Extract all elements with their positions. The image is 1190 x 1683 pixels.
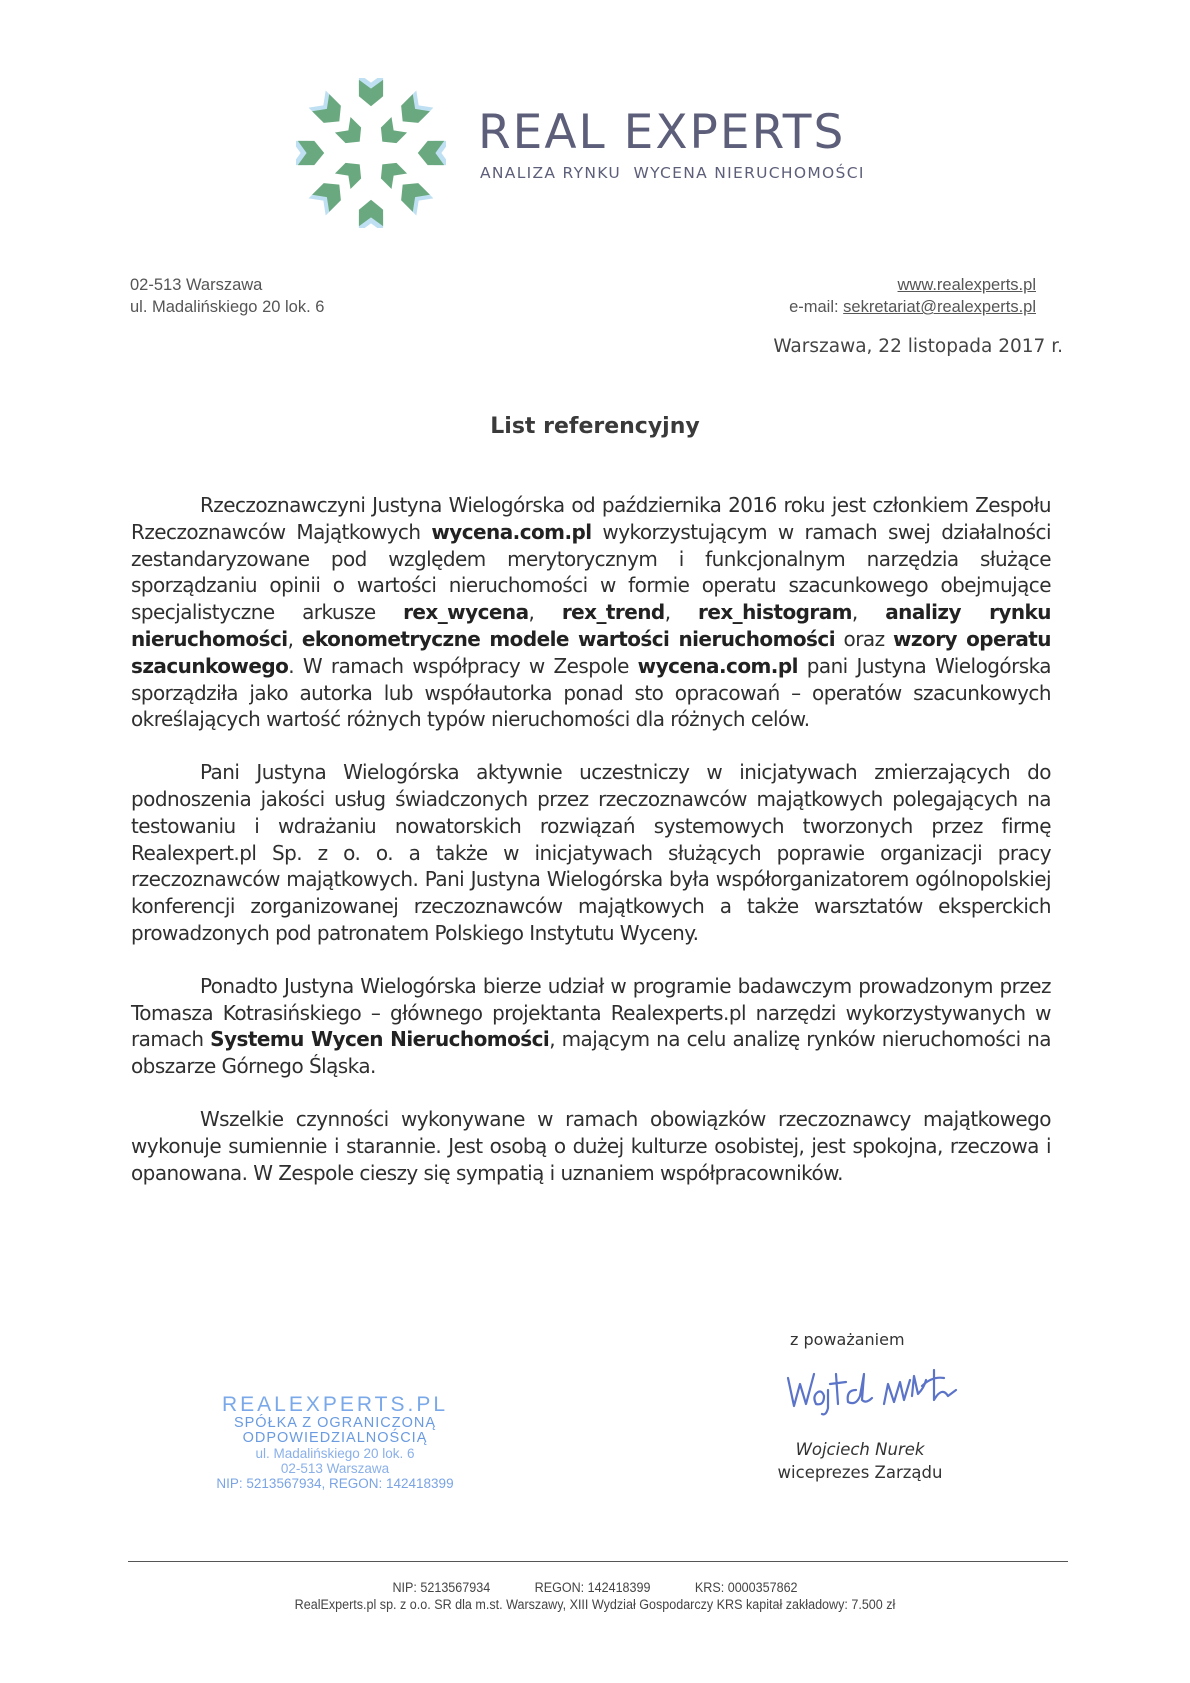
logo-petal bbox=[394, 94, 430, 130]
logo-petal bbox=[335, 117, 368, 150]
footer-registration-ids bbox=[42, 1580, 1149, 1595]
emphasized-term: rex_wycena bbox=[403, 600, 529, 625]
emphasized-term: Systemu Wycen Nieruchomości bbox=[210, 1027, 550, 1052]
letter-body bbox=[131, 492, 1051, 1212]
footer-nip: NIP: 5213567934 bbox=[392, 1580, 491, 1595]
company-stamp bbox=[180, 1394, 490, 1491]
letter-date: Warszawa, 22 listopada 2017 r. bbox=[773, 336, 1063, 357]
footer-legal-info: RealExperts.pl sp. z o.o. SR dla m.st. Warszawy, XIII Wydział Gospodarczy KRS kapitał zakładowy: 7.500 zł bbox=[294, 1597, 896, 1612]
body-paragraph: Ponadto Justyna Wielogórska bierze udział w programie badawczym prowadzonym przez Tomasza Kotrasińskiego – głównego projektanta Realexperts.pl narzędzi wykorzystywanych w ramach Systemu Wycen Nieruchomości, mającym na celu analizę rynków nieruchomości na obszarze Górnego Śląska. bbox=[131, 973, 1051, 1079]
stamp-company-name: REALEXPERTS.PL bbox=[221, 1393, 449, 1416]
signer-role: wiceprezes Zarządu bbox=[777, 1463, 943, 1482]
logo-petal bbox=[312, 94, 348, 130]
address-line-2: ul. Madalińskiego 20 lok. 6 bbox=[130, 298, 325, 316]
company-contact bbox=[789, 274, 1036, 318]
signer-name: Wojciech Nurek bbox=[795, 1440, 925, 1459]
footer-divider bbox=[128, 1561, 1068, 1562]
logo-petal bbox=[375, 117, 408, 150]
stamp-ids: NIP: 5213567934, REGON: 142418399 bbox=[216, 1476, 454, 1491]
emphasized-term: wycena.com.pl bbox=[637, 653, 798, 678]
website-link[interactable]: www.realexperts.pl bbox=[897, 276, 1036, 294]
brand-tagline: ANALIZA RYNKU WYCENA NIERUCHOMOŚCI bbox=[480, 164, 865, 182]
real-experts-logo-icon bbox=[296, 78, 446, 228]
body-paragraph: Wszelkie czynności wykonywane w ramach obowiązków rzeczoznawcy majątkowego wykonuje sumiennie i starannie. Jest osobą o dużej kulturze osobistej, jest spokojna, rzeczowa i opanowana. W Zespole cieszy się sympatią i uznaniem współpracowników. bbox=[131, 1106, 1051, 1185]
emphasized-term: wycena.com.pl bbox=[431, 519, 592, 544]
emphasized-term: wzory operatu szacunkowego bbox=[131, 626, 1051, 678]
email-label: e-mail: bbox=[789, 298, 844, 316]
footer-regon: REGON: 142418399 bbox=[534, 1580, 651, 1595]
emphasized-term: ekonometryczne modele wartości nieruchomości bbox=[301, 626, 836, 651]
logo-petal bbox=[394, 176, 430, 212]
address-line-1: 02-513 Warszawa bbox=[130, 276, 263, 294]
stamp-company-type-1: SPÓŁKA Z OGRANICZONĄ bbox=[233, 1415, 437, 1431]
logo-petal bbox=[375, 157, 408, 190]
handwritten-signature-icon bbox=[784, 1360, 984, 1420]
email-link[interactable]: sekretariat@realexperts.pl bbox=[843, 298, 1036, 316]
stamp-company-type-2: ODPOWIEDZIALNOŚCIĄ bbox=[242, 1430, 428, 1446]
company-address bbox=[130, 274, 324, 318]
stamp-street: ul. Madalińskiego 20 lok. 6 bbox=[255, 1446, 415, 1461]
footer-krs: KRS: 0000357862 bbox=[694, 1580, 798, 1595]
signer-block bbox=[760, 1438, 960, 1484]
emphasized-term: rex_histogram bbox=[698, 600, 852, 625]
emphasized-term: rex_trend bbox=[561, 600, 665, 625]
brand-name: REAL EXPERTS bbox=[478, 105, 846, 160]
body-paragraph: Rzeczoznawczyni Justyna Wielogórska od października 2016 roku jest członkiem Zespołu Rzeczoznawców Majątkowych wycena.com.pl wykorzystującym w ramach swej działalności zestandaryzowane pod względem merytorycznym i funkcjonalnym narzędzia służące sporządzaniu opinii o wartości nieruchomości w formie operatu szacunkowego obejmujące specjalistyczne arkusze rex_wycena, rex_trend, rex_histogram, analizy rynku nieruchomości, ekonometryczne modele wartości nieruchomości oraz wzory operatu szacunkowego. W ramach współpracy w Zespole wycena.com.pl pani Justyna Wielogórska sporządziła jako autorka lub współautorka ponad sto opracowań – operatów szacunkowych określających wartość różnych typów nieruchomości dla różnych celów. bbox=[131, 493, 1051, 732]
letter-title: List referencyjny bbox=[490, 414, 700, 439]
emphasized-term: analizy rynku nieruchomości bbox=[131, 600, 1051, 651]
stamp-city: 02-513 Warszawa bbox=[280, 1461, 390, 1476]
logo-petal bbox=[335, 157, 368, 190]
logo-petal bbox=[312, 176, 348, 212]
closing-phrase: z poważaniem bbox=[790, 1330, 905, 1349]
body-paragraph: Pani Justyna Wielogórska aktywnie uczestniczy w inicjatywach zmierzających do podnoszenia jakości usług świadczonych przez rzeczoznawców majątkowych polegających na testowaniu i wdrażaniu nowatorskich rozwiązań systemowych tworzonych przez firmę Realexpert.pl Sp. z o. o. a także w inicjatywach służących poprawie organizacji pracy rzeczoznawców majątkowych. Pani Justyna Wielogórska była współorganizatorem ogólnopolskiej konferencji zorganizowanej rzeczoznawców majątkowych a także warsztatów eksperckich prowadzonych pod patronatem Polskiego Instytutu Wyceny. bbox=[131, 760, 1051, 945]
